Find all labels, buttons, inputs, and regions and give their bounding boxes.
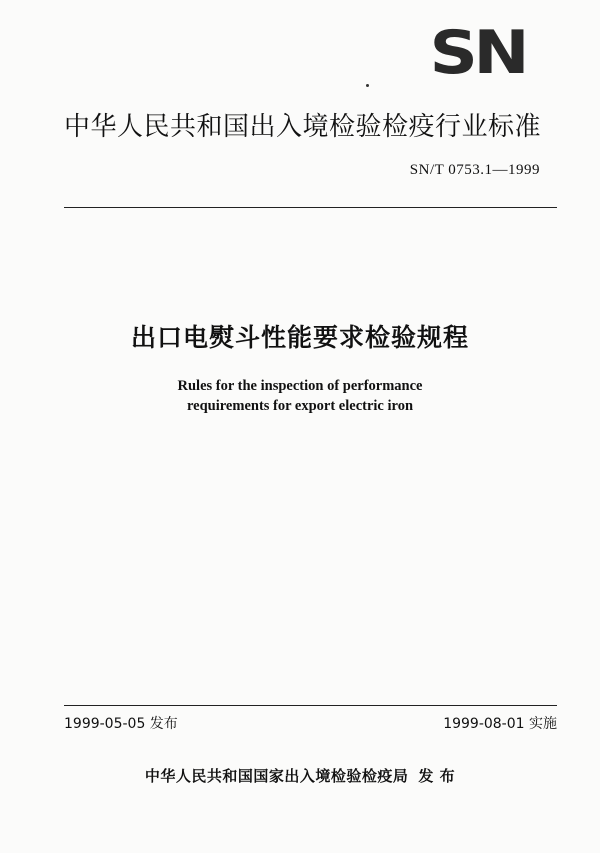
publish-label: 发 布 (418, 767, 456, 785)
top-divider (64, 207, 557, 208)
english-document-title (0, 376, 600, 416)
publisher-name: 中华人民共和国国家出入境检验检疫局 (144, 767, 409, 785)
issue-date: 1999-05-05 发布 (64, 716, 178, 732)
chinese-document-title: 出口电熨斗性能要求检验规程 (130, 323, 469, 352)
english-title-line-1: Rules for the inspection of performance (177, 378, 423, 394)
industry-standard-title: 中华人民共和国出入境检验检疫行业标准 (64, 112, 542, 142)
implementation-date: 1999-08-01 实施 (443, 716, 557, 732)
print-speck (366, 84, 369, 87)
publisher-line (0, 765, 600, 786)
sn-logo: SN (429, 18, 526, 88)
english-title-line-2: requirements for export electric iron (186, 398, 414, 414)
bottom-divider (64, 705, 557, 706)
standard-code: SN/T 0753.1—1999 (409, 162, 540, 178)
